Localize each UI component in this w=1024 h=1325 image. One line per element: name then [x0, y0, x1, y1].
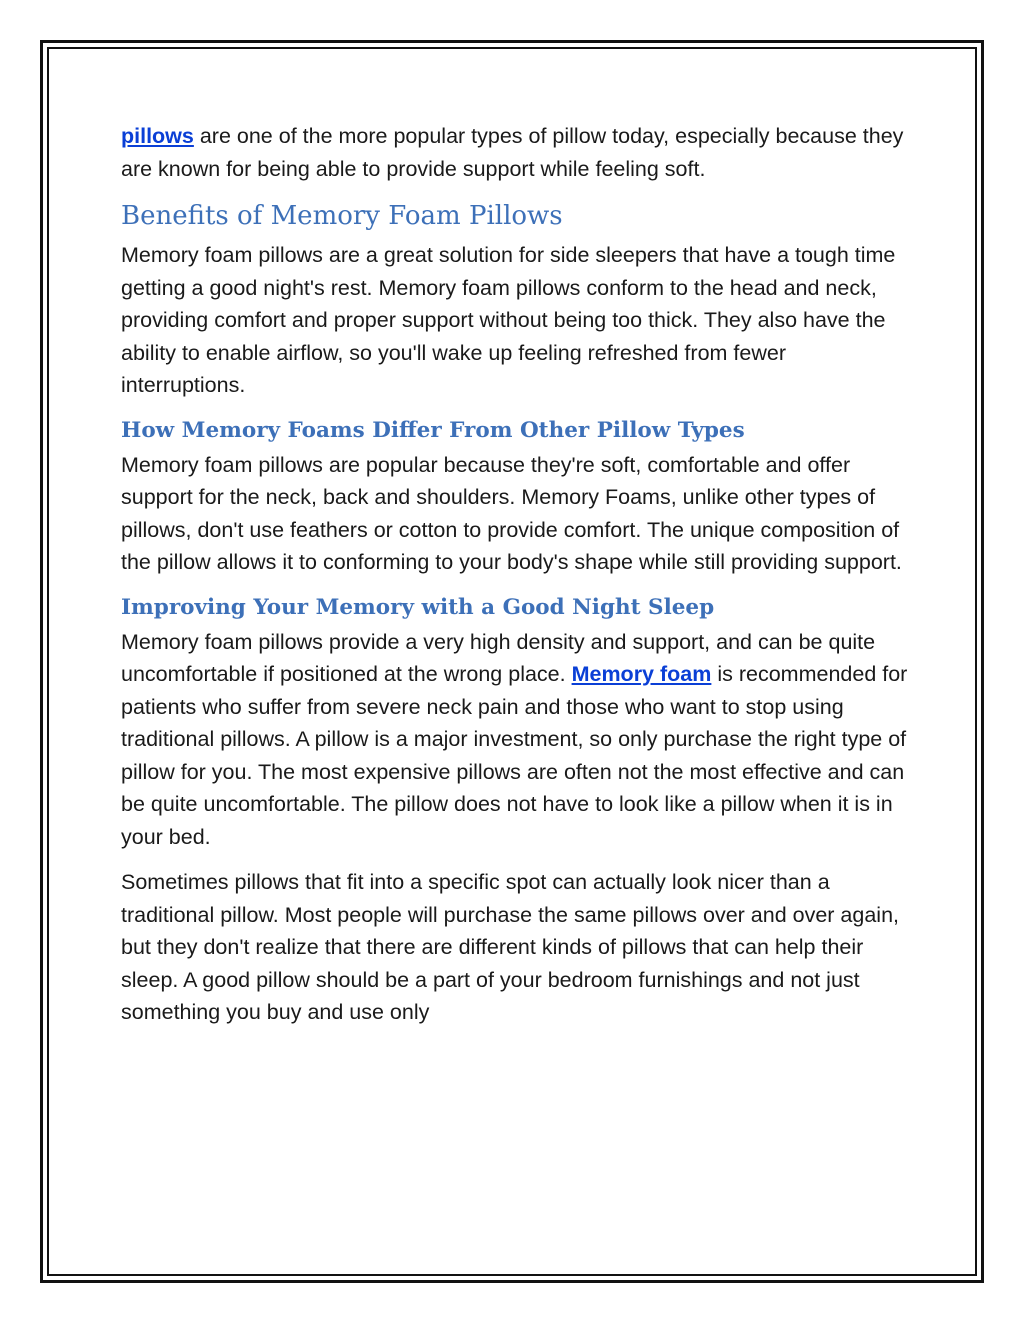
improving-paragraph [121, 626, 911, 854]
heading-differences: How Memory Foams Differ From Other Pillow Types [121, 417, 745, 443]
pillows-link[interactable]: pillows [121, 124, 194, 148]
memory-foam-link[interactable]: Memory foam [571, 662, 712, 686]
improving-text-after: is recommended for patients who suffer from severe neck pain and those who want to stop using traditional pillows. A pillow is a major investment, so only purchase the right type of pillow for you. The most expensive pillows are often not the most effective and can be quite uncomfortable. The pillow does not have to look like a pillow when it is in your bed. [121, 662, 908, 849]
intro-paragraph [121, 120, 911, 185]
heading-improving: Improving Your Memory with a Good Night Sleep [121, 594, 715, 620]
heading-benefits: Benefits of Memory Foam Pillows [121, 201, 563, 231]
improving-text-before: Memory foam pillows provide a very high density and support, and can be quite uncomfortable if positioned at the wrong place. [121, 629, 876, 686]
differences-paragraph: Memory foam pillows are popular because they're soft, comfortable and offer support for the neck, back and shoulders. Memory Foams, unlike other types of pillows, don't use feathers or cotton to provide comfort. The unique composition of the pillow allows it to conforming to your body's shape while still providing support. [121, 452, 902, 574]
benefits-paragraph: Memory foam pillows are a great solution for side sleepers that have a tough time getting a good night's rest. Memory foam pillows conform to the head and neck, providing comfort and proper support without being too thick. They also have the ability to enable airflow, so you'll wake up feeling refreshed from fewer interruptions. [121, 243, 896, 397]
closing-paragraph: Sometimes pillows that fit into a specific spot can actually look nicer than a traditional pillow. Most people will purchase the same pillows over and over again, but they don't realize that there are different kinds of pillows that can help their sleep. A good pillow should be a part of your bedroom furnishings and not just something you buy and use only [121, 870, 899, 1024]
intro-text: are one of the more popular types of pillow today, especially because they are known for being able to provide support while feeling soft. [121, 124, 904, 181]
document-body [121, 120, 911, 1042]
